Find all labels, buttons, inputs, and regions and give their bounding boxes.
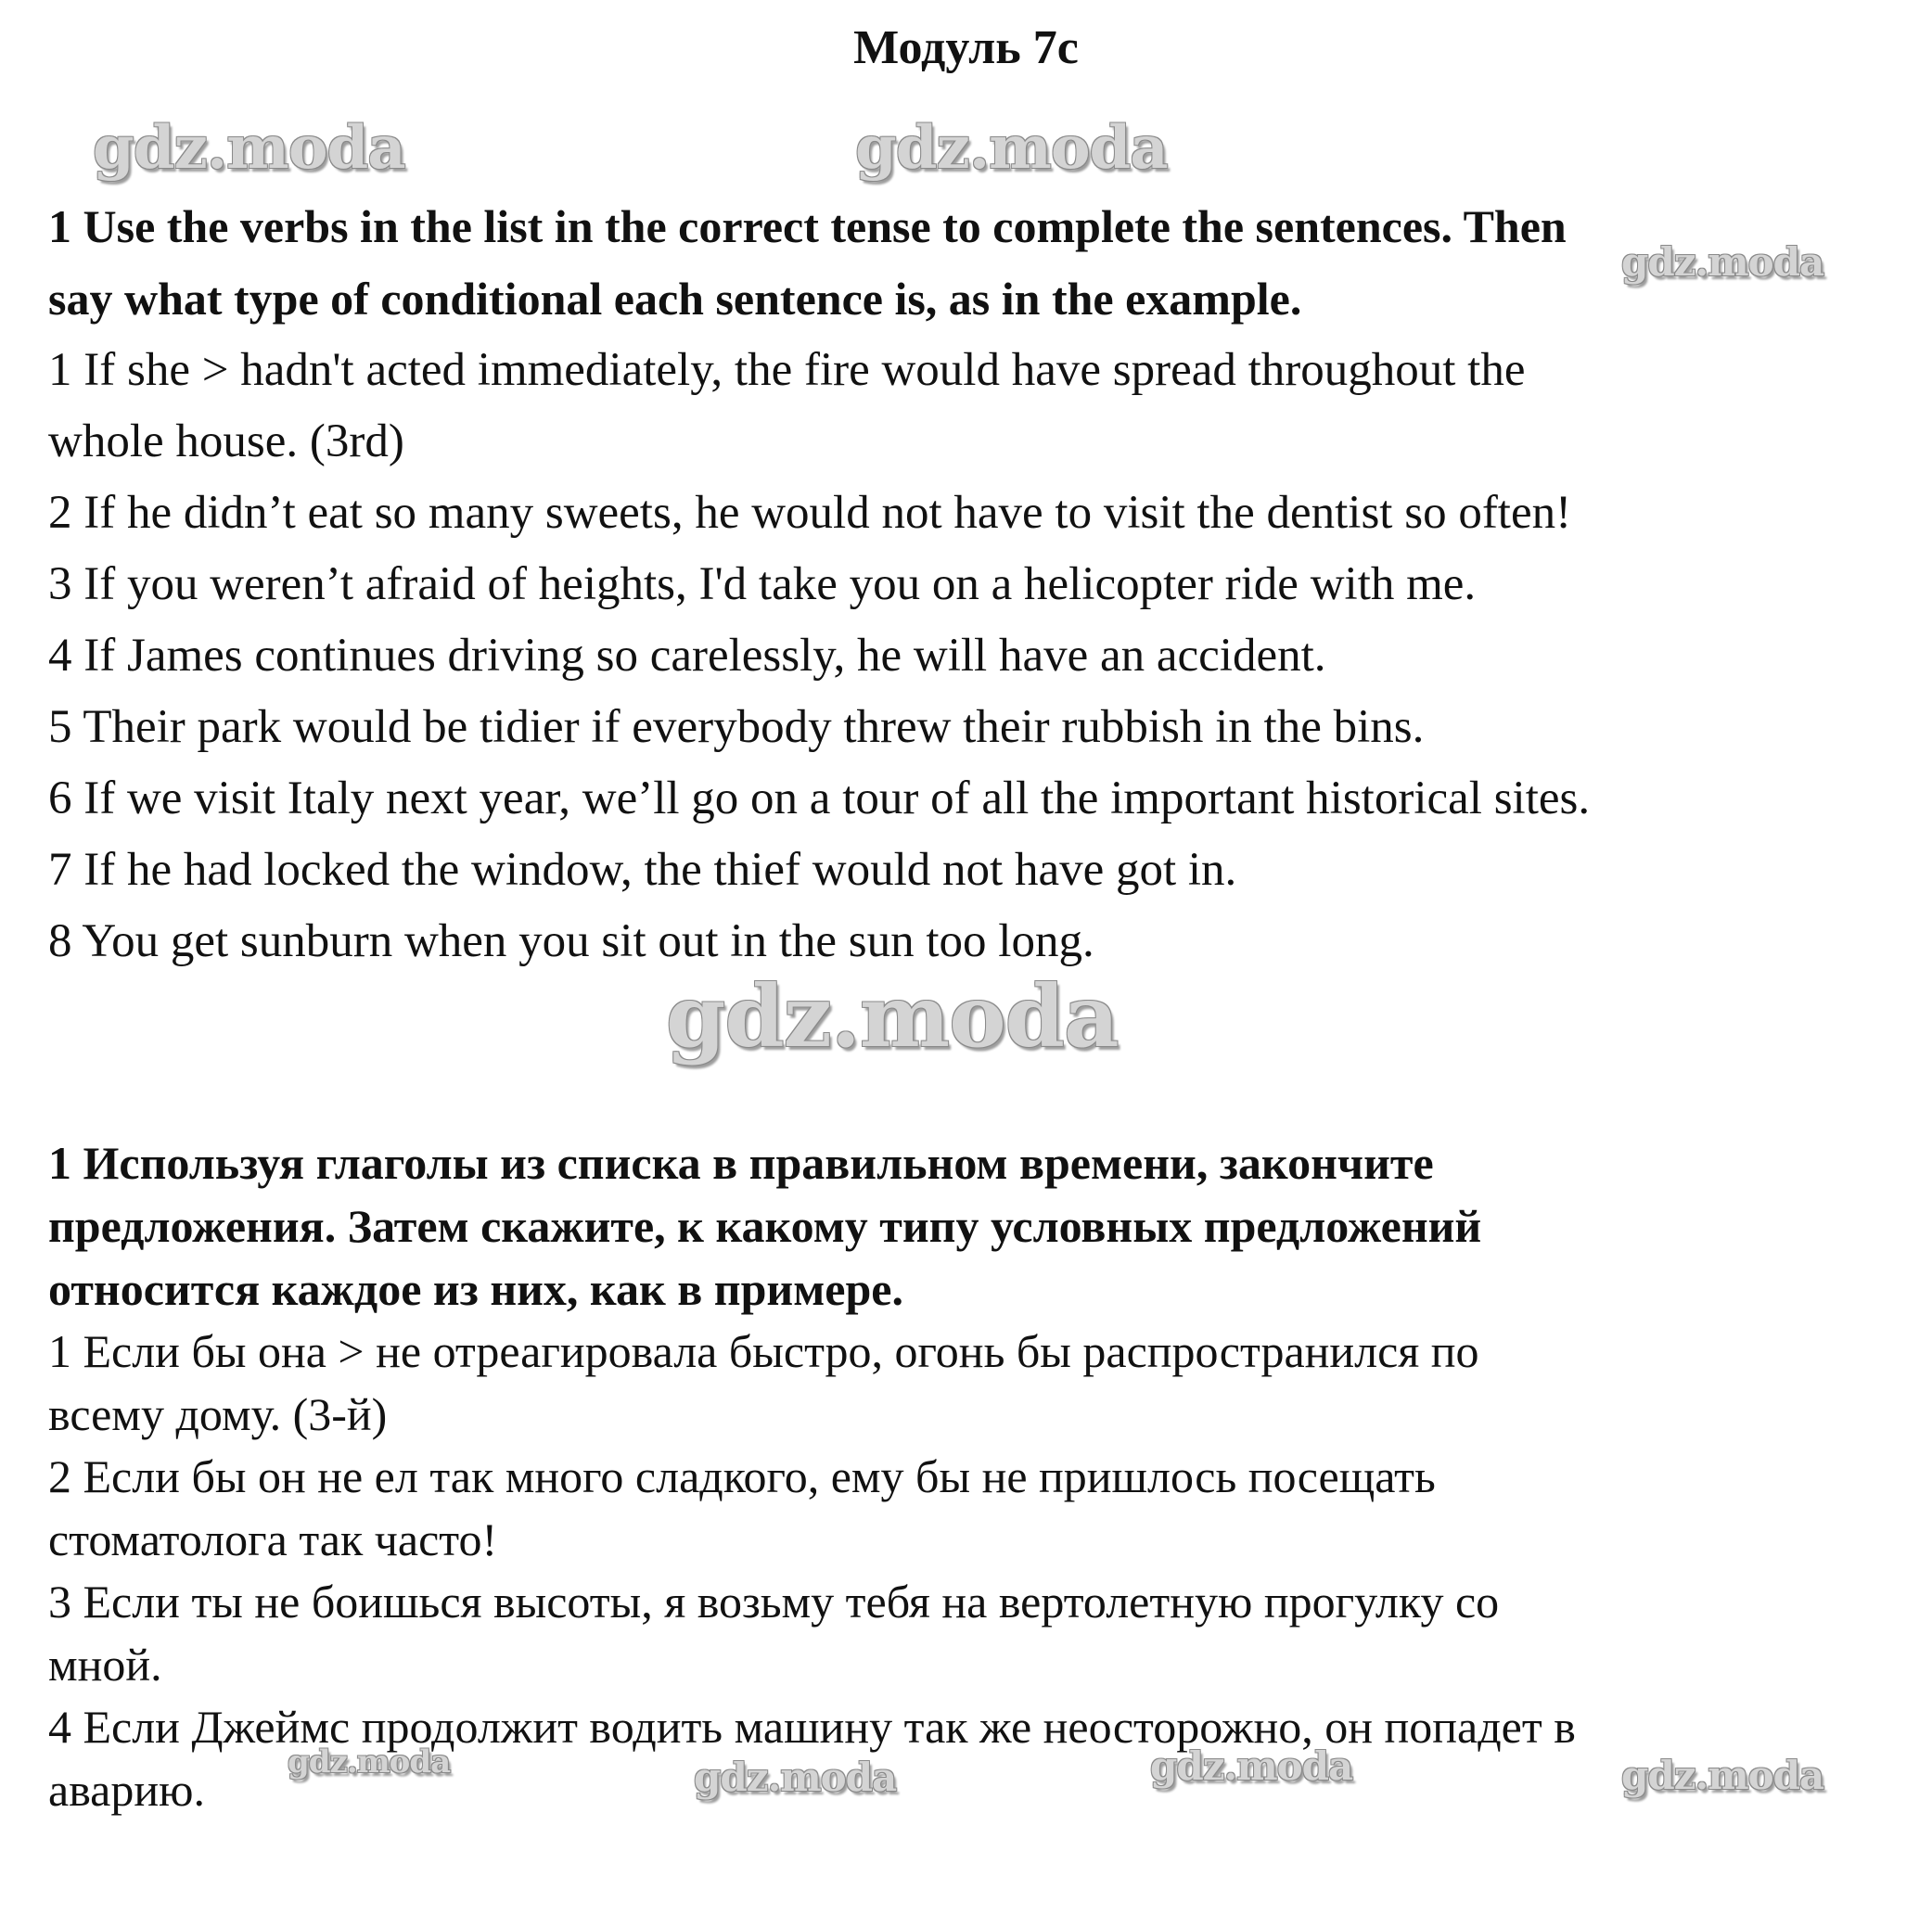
russian-heading-line: предложения. Затем скажите, к какому типу условных предложений <box>48 1200 1482 1252</box>
russian-answer-line: 1 Если бы она > не отреагировала быстро, огонь бы распространился по <box>48 1325 1479 1377</box>
russian-answer-line: мной. <box>48 1638 162 1691</box>
russian-answer-line: всему дому. (3-й) <box>48 1387 388 1440</box>
english-answer-line: 8 You get sunburn when you sit out in the sun too long. <box>48 915 1094 967</box>
english-exercise <box>48 190 1894 977</box>
watermark-bottom-4: gdz.moda <box>1621 1753 1824 1798</box>
page-title: Модуль 7с <box>853 21 1079 74</box>
russian-answer-line: 3 Если ты не боишься высоты, я возьму тебя на вертолетную прогулку со <box>48 1576 1500 1628</box>
watermark-top-right: gdz.moda <box>1621 239 1824 285</box>
russian-heading-line: относится каждое из них, как в примере. <box>48 1263 903 1315</box>
english-answer-line: 3 If you weren’t afraid of heights, I'd take you on a helicopter ride with me. <box>48 558 1477 610</box>
watermark-top-center: gdz.moda <box>855 113 1168 183</box>
english-answer-line: 1 If she > hadn't acted immediately, the fire would have spread throughout the <box>48 344 1526 396</box>
english-heading-line: 1 Use the verbs in the list in the correct tense to complete the sentences. Then <box>48 200 1567 252</box>
watermark-bottom-3: gdz.moda <box>1150 1743 1353 1789</box>
english-answer-line: 5 Their park would be tidier if everybody threw their rubbish in the bins. <box>48 701 1425 753</box>
russian-answer-line: стоматолога так часто! <box>48 1513 498 1565</box>
watermark-center: gdz.moda <box>666 966 1119 1066</box>
russian-answer-line: 2 Если бы он не ел так много сладкого, ему бы не пришлось посещать <box>48 1450 1436 1502</box>
english-answer-line: 4 If James continues driving so carelessly, he will have an accident. <box>48 630 1326 682</box>
english-answer-line: 7 If he had locked the window, the thief would not have got in. <box>48 844 1237 896</box>
russian-answer-line: 4 Если Джеймс продолжит водить машину так же неосторожно, он попадет в <box>48 1701 1576 1753</box>
watermark-bottom-1: gdz.moda <box>288 1743 451 1781</box>
russian-answer-line: аварию. <box>48 1763 205 1816</box>
english-answer-line: 2 If he didn’t eat so many sweets, he would not have to visit the dentist so often! <box>48 487 1572 539</box>
russian-exercise <box>48 1131 1894 1821</box>
english-heading-line: say what type of conditional each sentence is, as in the example. <box>48 273 1302 325</box>
english-answer-line: whole house. (3rd) <box>48 415 404 467</box>
watermark-top-left: gdz.moda <box>93 113 405 183</box>
russian-heading-line: 1 Используя глаголы из списка в правильном времени, закончите <box>48 1137 1434 1189</box>
english-answer-line: 6 If we visit Italy next year, we’ll go on a tour of all the important historical sites. <box>48 772 1591 824</box>
watermark-bottom-2: gdz.moda <box>694 1755 897 1800</box>
